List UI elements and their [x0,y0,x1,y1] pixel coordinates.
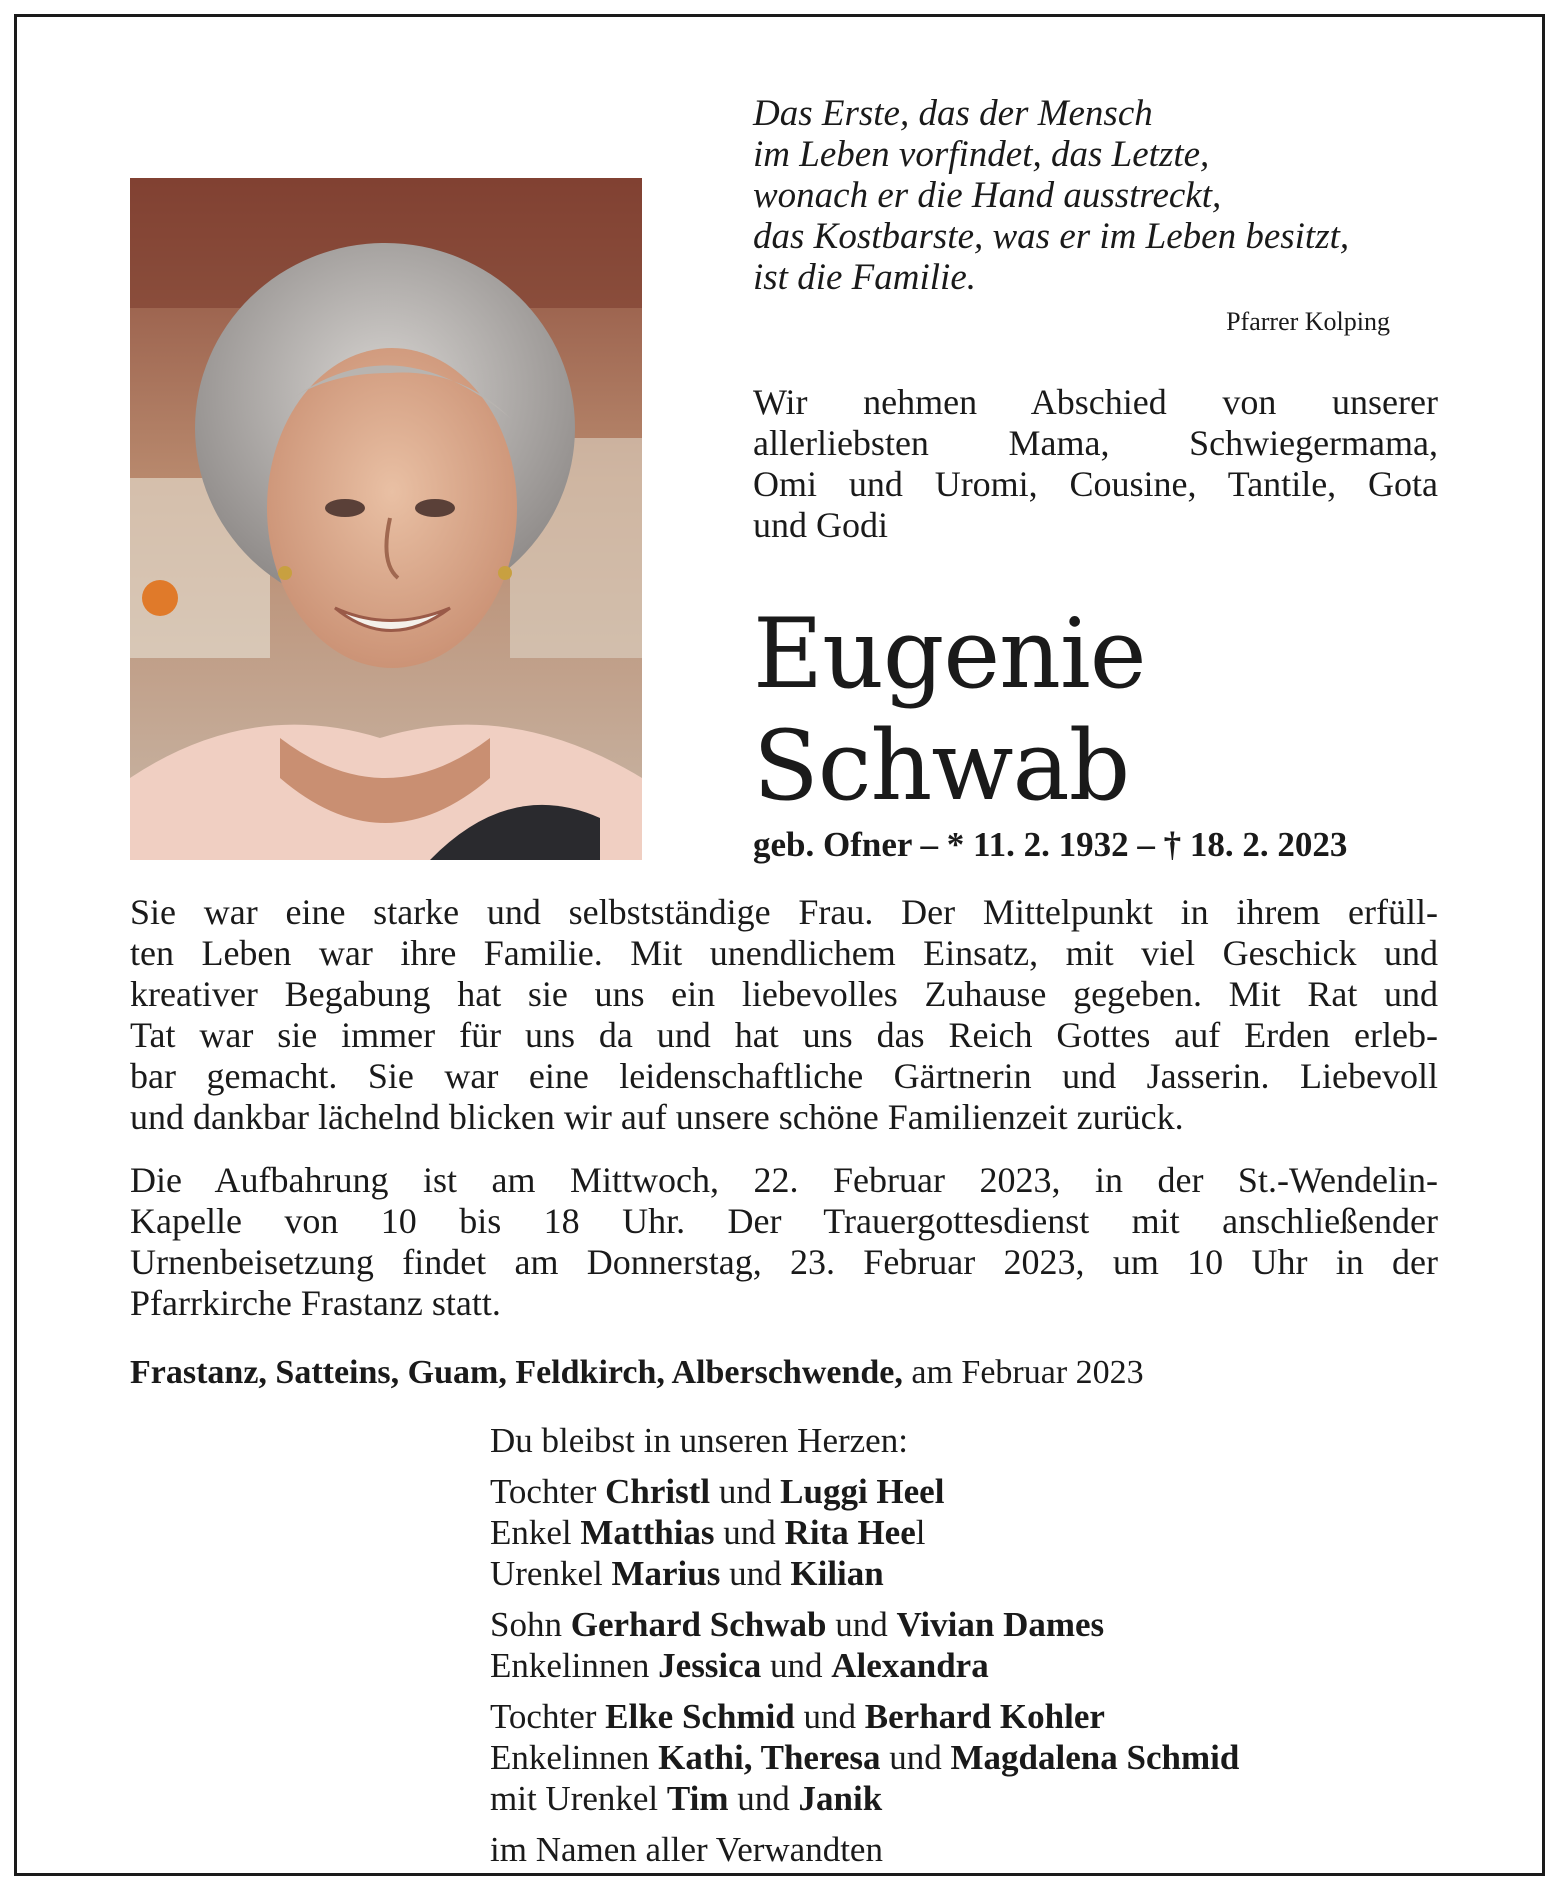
family-member-line [490,1737,1450,1778]
member-name: Tim [666,1779,729,1818]
intro-line: Wir nehmen Abschied von unserer [753,382,1438,422]
family-group [490,1604,1450,1686]
family-member-line [490,1778,1450,1819]
relation-text: Enkel [490,1513,581,1552]
tribute-line: kreativer Begabung hat sie uns ein liebevolles Zuhause gegeben. Mit Rat und [130,974,1438,1014]
member-name: Berhard Kohler [864,1697,1105,1736]
quote-line: Das Erste, das der Mensch [753,93,1153,134]
last-name: Schwab [753,710,1130,822]
family-group [490,1471,1450,1594]
relation-text: l [915,1513,926,1552]
member-name: Magdalena Schmid [950,1738,1240,1777]
deceased-name [753,598,1146,822]
quote-line: das Kostbarste, was er im Leben besitzt, [753,216,1350,257]
member-name: Marius [611,1554,721,1593]
member-name: Rita Hee [784,1513,916,1552]
relation-text: und [728,1779,799,1818]
family-member-line [490,1645,1450,1686]
relation-text: und [880,1738,951,1777]
relation-text: und [710,1472,781,1511]
family-member-line [490,1512,1450,1553]
member-name: Elke Schmid [605,1697,795,1736]
quote-line: ist die Familie. [753,257,976,298]
family-member-line [490,1604,1450,1645]
family-header: Du bleibst in unseren Herzen: [490,1421,908,1460]
place-date: am Februar 2023 [911,1354,1144,1391]
tribute-paragraph [130,892,1438,1138]
funeral-line: Die Aufbahrung ist am Mittwoch, 22. Februar 2023, in der St.-Wendelin- [130,1160,1438,1200]
family-group [490,1696,1450,1819]
quote-line: im Leben vorfindet, das Letzte, [753,134,1210,175]
kolping-quote [753,93,1393,298]
member-name: Gerhard Schwab [570,1605,827,1644]
relation-text: und [720,1554,791,1593]
tribute-line: Tat war sie immer für uns da und hat uns das Reich Gottes auf Erden erleb- [130,1015,1438,1055]
life-dates: geb. Ofner – * 11. 2. 1932 – † 18. 2. 2023 [753,825,1348,864]
member-name: Christl [605,1472,711,1511]
portrait-photo [130,178,642,860]
tribute-line: ten Leben war ihre Familie. Mit unendlichem Einsatz, mit viel Geschick und [130,933,1438,973]
closing-line: im Namen aller Verwandten [490,1830,883,1869]
portrait-illustration [130,178,642,860]
member-name: Luggi Heel [780,1472,945,1511]
farewell-intro [753,382,1438,546]
relation-text: Enkelinnen [490,1646,659,1685]
relation-text: und [826,1605,897,1644]
family-list [490,1420,1450,1870]
tribute-line: und dankbar lächelnd blicken wir auf unsere schöne Familienzeit zurück. [130,1097,1184,1137]
relation-text: mit Urenkel [490,1779,667,1818]
relation-text: Tochter [490,1472,606,1511]
relation-text: und [714,1513,785,1552]
family-groups [490,1471,1450,1819]
quote-author: Pfarrer Kolping [1226,307,1390,336]
tribute-line: Sie war eine starke und selbstständige Frau. Der Mittelpunkt in ihrem erfüll- [130,892,1438,932]
member-name: Alexandra [831,1646,989,1685]
family-member-line [490,1471,1450,1512]
family-member-line [490,1696,1450,1737]
funeral-line: Pfarrkirche Frastanz statt. [130,1283,501,1323]
funeral-paragraph [130,1160,1438,1324]
relation-text: und [761,1646,832,1685]
quote-line: wonach er die Hand ausstreckt, [753,175,1222,216]
member-name: Janik [798,1779,883,1818]
locations: Frastanz, Satteins, Guam, Feldkirch, Alberschwende, [130,1354,903,1391]
relation-text: Tochter [490,1697,606,1736]
intro-line: und Godi [753,505,888,545]
first-name: Eugenie [753,598,1146,710]
relation-text: Enkelinnen [490,1738,659,1777]
member-name: Kilian [790,1554,884,1593]
intro-line: Omi und Uromi, Cousine, Tantile, Gota [753,464,1438,504]
relation-text: Urenkel [490,1554,612,1593]
member-name: Vivian Dames [896,1605,1105,1644]
relation-text: und [794,1697,865,1736]
funeral-line: Kapelle von 10 bis 18 Uhr. Der Trauergottesdienst mit anschließender [130,1201,1438,1241]
member-name: Kathi, Theresa [658,1738,881,1777]
member-name: Jessica [658,1646,762,1685]
family-member-line [490,1553,1450,1594]
tribute-line: bar gemacht. Sie war eine leidenschaftliche Gärtnerin und Jasserin. Liebevoll [130,1056,1438,1096]
funeral-line: Urnenbeisetzung findet am Donnerstag, 23. Februar 2023, um 10 Uhr in der [130,1242,1438,1282]
member-name: Matthias [580,1513,715,1552]
intro-line: allerliebsten Mama, Schwiegermama, [753,423,1438,463]
relation-text: Sohn [490,1605,571,1644]
places-line [130,1354,1144,1392]
